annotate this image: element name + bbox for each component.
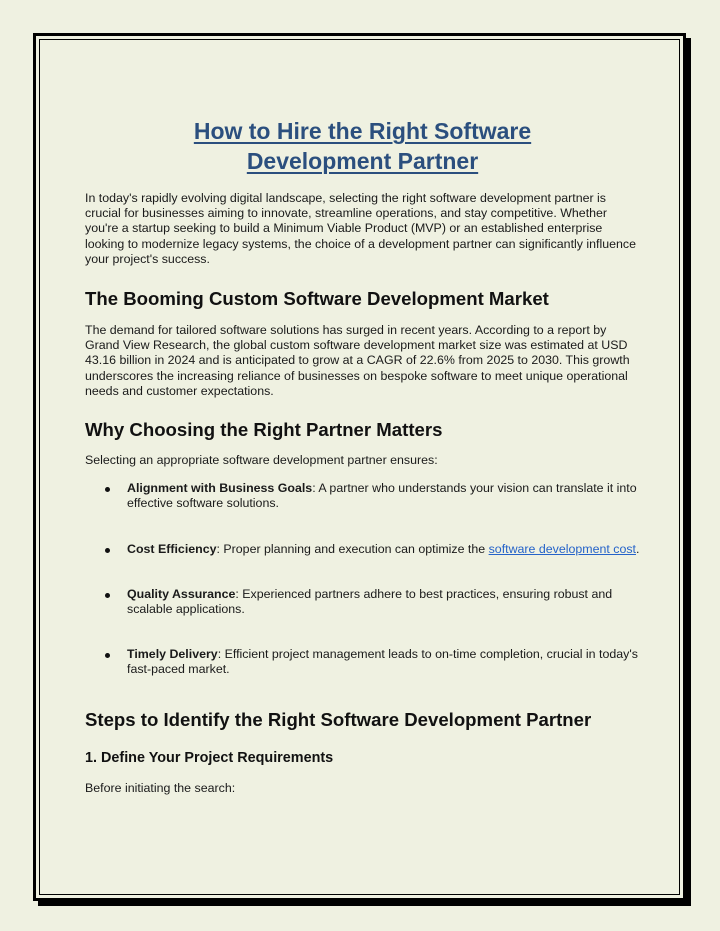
list-item-text-end: .: [636, 541, 640, 556]
list-item-label: Alignment with Business Goals: [127, 481, 313, 496]
bullet-icon: [105, 487, 110, 492]
software-development-cost-link[interactable]: software development cost: [488, 541, 636, 556]
list-item: [85, 587, 640, 617]
steps-heading: Steps to Identify the Right Software Development Partner: [85, 708, 592, 730]
why-heading: Why Choosing the Right Partner Matters: [85, 419, 443, 441]
market-paragraph: The demand for tailored software solutions has surged in recent years. According to a report by Grand View Research, the global custom software development market size was estimated at USD 43.16 billion in 2024 and is anticipated to grow at a CAGR of 22.6% from 2025 to 2030. This growth underscores the increasing reliance of businesses on bespoke software to meet unique operational needs and customer expectations.: [85, 323, 630, 398]
list-item-label: Quality Assurance: [127, 586, 236, 601]
list-item-text: : A partner who understands your vision can translate it into effective software solutions.: [127, 481, 637, 511]
intro-paragraph: In today's rapidly evolving digital landscape, selecting the right software development partner is crucial for businesses aiming to innovate, streamline operations, and stay competitive. Whether you're a startup seeking to build a Minimum Viable Product (MVP) or an established enterprise looking to modernize legacy systems, the choice of a development partner can significantly influence your project's success.: [85, 191, 636, 266]
document-title: How to Hire the Right Software Development Partner: [193, 118, 532, 174]
list-item-label: Cost Efficiency: [127, 541, 217, 556]
list-item: [85, 481, 640, 511]
list-item-text: : Proper planning and execution can optimize the: [216, 541, 489, 556]
bullet-icon: [105, 653, 110, 658]
bullet-icon: [105, 593, 110, 598]
list-item-label: Timely Delivery: [127, 647, 218, 662]
list-item-text: : Experienced partners adhere to best practices, ensuring robust and scalable applications.: [127, 586, 613, 617]
benefits-list: [85, 481, 640, 677]
market-heading: The Booming Custom Software Development Market: [85, 288, 549, 310]
list-item-text: : Efficient project management leads to on-time completion, crucial in today's fast-paced market.: [127, 647, 638, 677]
step-1-heading: 1. Define Your Project Requirements: [85, 749, 334, 766]
step-1-paragraph: Before initiating the search:: [85, 780, 236, 795]
why-lead-paragraph: Selecting an appropriate software development partner ensures:: [85, 453, 438, 468]
document-content: [85, 112, 640, 796]
list-item: [85, 647, 640, 677]
bullet-icon: [105, 548, 110, 553]
list-item: [85, 542, 640, 557]
